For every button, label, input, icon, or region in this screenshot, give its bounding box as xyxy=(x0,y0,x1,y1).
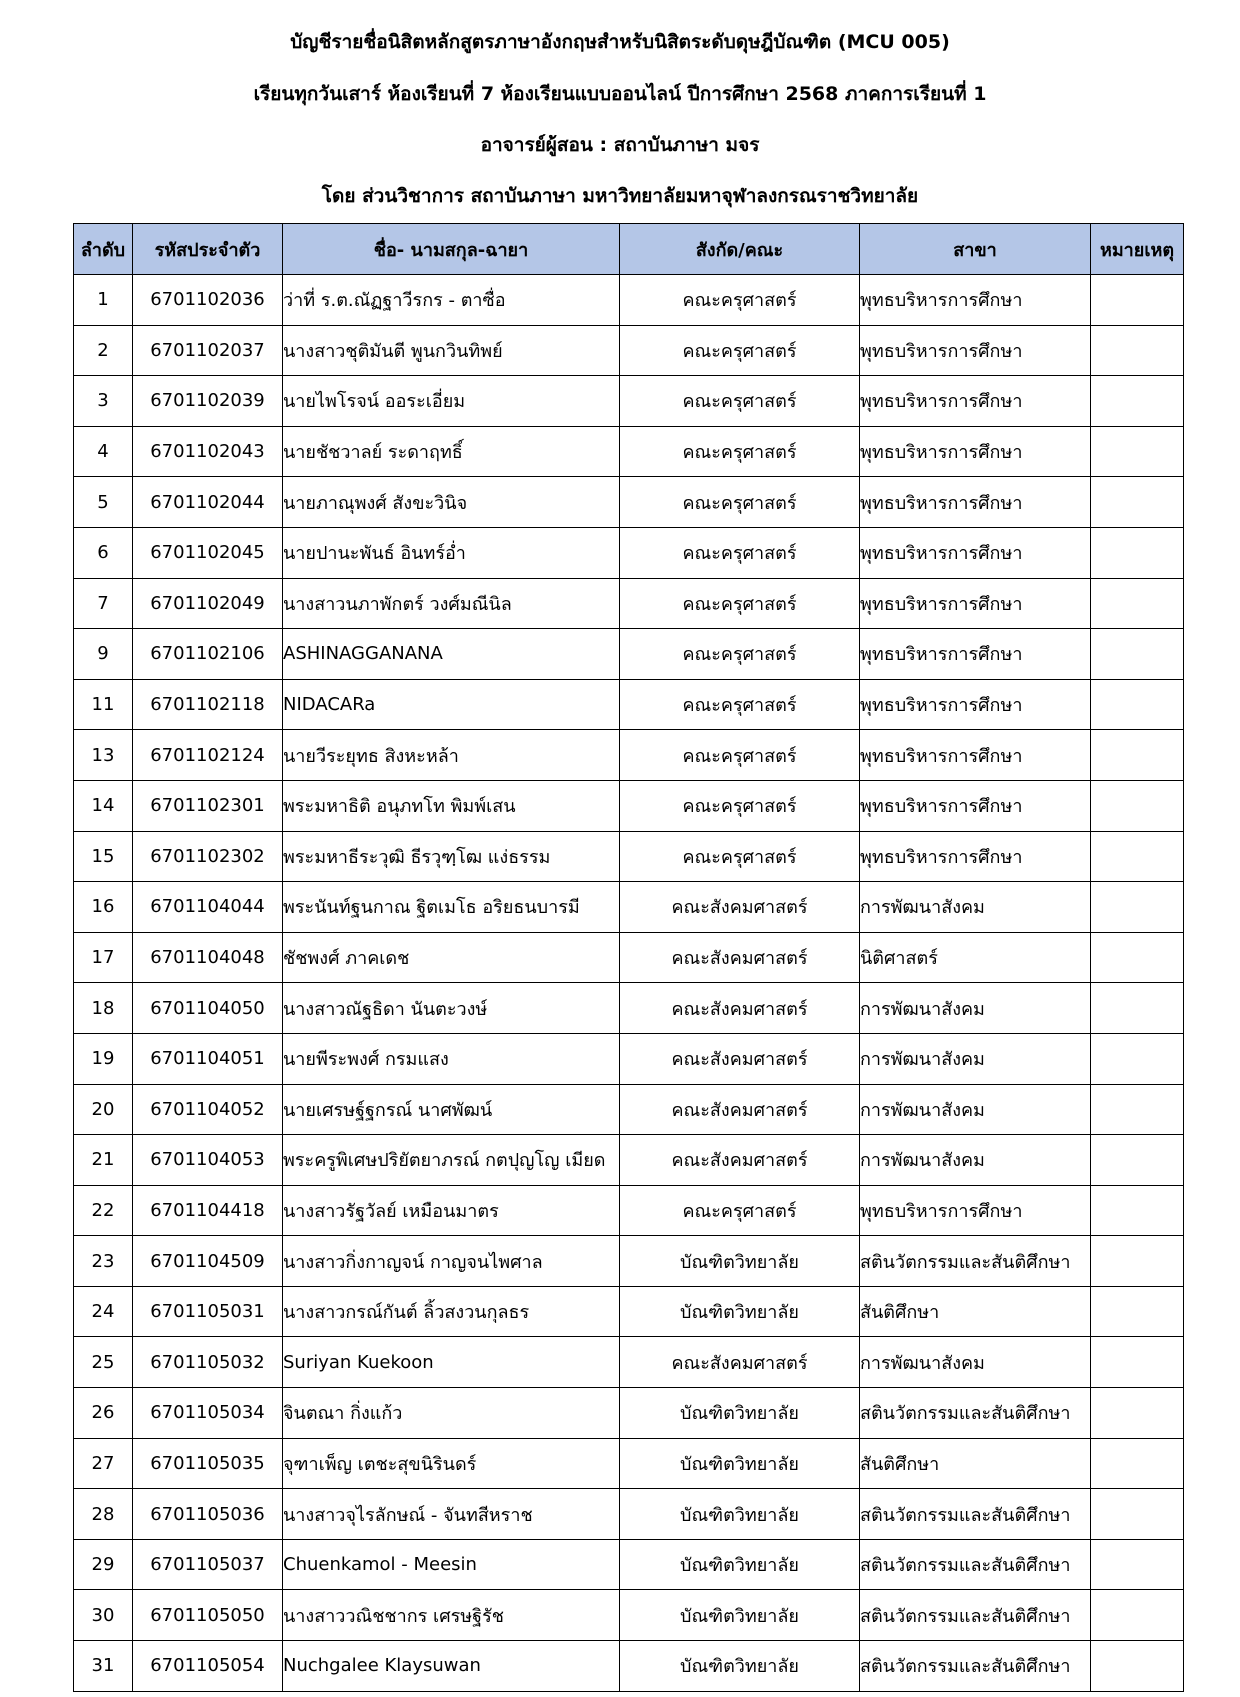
cell-number: 28 xyxy=(74,1489,133,1540)
cell-name: นายภาณุพงศ์ สังขะวินิจ xyxy=(283,477,620,528)
table-row xyxy=(74,629,1184,680)
table-row xyxy=(74,730,1184,781)
cell-faculty: คณะสังคมศาสตร์ xyxy=(620,983,860,1034)
column-header-student-id: รหัสประจำตัว xyxy=(133,224,283,275)
cell-major: การพัฒนาสังคม xyxy=(860,1337,1091,1388)
cell-remark xyxy=(1091,983,1184,1034)
table-row xyxy=(74,1641,1184,1692)
cell-name: Nuchgalee Klaysuwan xyxy=(283,1641,620,1692)
cell-name: นางสาวกิ่งกาญจน์ กาญจนไพศาล xyxy=(283,1236,620,1287)
cell-major: พุทธบริหารการศึกษา xyxy=(860,527,1091,578)
cell-student-id: 6701104052 xyxy=(133,1084,283,1135)
cell-student-id: 6701104418 xyxy=(133,1185,283,1236)
cell-major: สตินวัตกรรมและสันติศึกษา xyxy=(860,1590,1091,1641)
table-row xyxy=(74,1084,1184,1135)
column-header-name: ชื่อ- นามสกุล-ฉายา xyxy=(283,224,620,275)
cell-student-id: 6701105036 xyxy=(133,1489,283,1540)
cell-faculty: คณะสังคมศาสตร์ xyxy=(620,882,860,933)
cell-faculty: บัณฑิตวิทยาลัย xyxy=(620,1286,860,1337)
cell-faculty: คณะครุศาสตร์ xyxy=(620,679,860,730)
cell-faculty: คณะครุศาสตร์ xyxy=(620,477,860,528)
cell-faculty: คณะครุศาสตร์ xyxy=(620,376,860,427)
class-schedule-line: เรียนทุกวันเสาร์ ห้องเรียนที่ 7 ห้องเรียนแบบออนไลน์ ปีการศึกษา 2568 ภาคการเรียนที่ 1 xyxy=(253,83,987,105)
cell-student-id: 6701102045 xyxy=(133,527,283,578)
document-title: บัญชีรายชื่อนิสิตหลักสูตรภาษาอังกฤษสำหรับนิสิตระดับดุษฎีบัณฑิต (MCU 005) xyxy=(290,31,950,53)
table-row xyxy=(74,882,1184,933)
cell-number: 20 xyxy=(74,1084,133,1135)
cell-name: จุฑาเพ็ญ เตชะสุขนิรินดร์ xyxy=(283,1438,620,1489)
cell-faculty: คณะครุศาสตร์ xyxy=(620,578,860,629)
cell-student-id: 6701105032 xyxy=(133,1337,283,1388)
cell-remark xyxy=(1091,1489,1184,1540)
cell-major: การพัฒนาสังคม xyxy=(860,1033,1091,1084)
cell-remark xyxy=(1091,932,1184,983)
cell-faculty: บัณฑิตวิทยาลัย xyxy=(620,1489,860,1540)
column-header-faculty: สังกัด/คณะ xyxy=(620,224,860,275)
cell-number: 27 xyxy=(74,1438,133,1489)
cell-remark xyxy=(1091,1033,1184,1084)
table-row xyxy=(74,1185,1184,1236)
cell-student-id: 6701102302 xyxy=(133,831,283,882)
cell-major: สันติศึกษา xyxy=(860,1438,1091,1489)
cell-name: พระมหาธิติ อนุภทโท พิมพ์เสน xyxy=(283,780,620,831)
cell-name: นางสาววณิชชากร เศรษฐิรัช xyxy=(283,1590,620,1641)
table-row xyxy=(74,1438,1184,1489)
cell-name: ชัชพงศ์ ภาคเดช xyxy=(283,932,620,983)
table-row xyxy=(74,578,1184,629)
cell-major: สตินวัตกรรมและสันติศึกษา xyxy=(860,1539,1091,1590)
cell-name: นางสาวนภาพักตร์ วงศ์มณีนิล xyxy=(283,578,620,629)
table-row xyxy=(74,679,1184,730)
table-row xyxy=(74,1033,1184,1084)
cell-name: นายพีระพงศ์ กรมแสง xyxy=(283,1033,620,1084)
cell-name: พระมหาธีระวุฒิ ธีรวุฑฺโฒ แง่ธรรม xyxy=(283,831,620,882)
cell-student-id: 6701102118 xyxy=(133,679,283,730)
cell-name: นายชัชวาลย์ ระดาฤทธิ์ xyxy=(283,426,620,477)
table-row xyxy=(74,1388,1184,1439)
table-row xyxy=(74,983,1184,1034)
table-row xyxy=(74,426,1184,477)
cell-major: พุทธบริหารการศึกษา xyxy=(860,831,1091,882)
table-row xyxy=(74,1236,1184,1287)
cell-faculty: คณะครุศาสตร์ xyxy=(620,527,860,578)
table-row xyxy=(74,1286,1184,1337)
cell-student-id: 6701105050 xyxy=(133,1590,283,1641)
cell-faculty: คณะสังคมศาสตร์ xyxy=(620,1135,860,1186)
cell-student-id: 6701104050 xyxy=(133,983,283,1034)
cell-number: 31 xyxy=(74,1641,133,1692)
cell-student-id: 6701104509 xyxy=(133,1236,283,1287)
cell-student-id: 6701105034 xyxy=(133,1388,283,1439)
table-body xyxy=(74,275,1184,1692)
cell-number: 9 xyxy=(74,629,133,680)
cell-name: จินตณา กิ่งแก้ว xyxy=(283,1388,620,1439)
cell-faculty: คณะครุศาสตร์ xyxy=(620,730,860,781)
cell-faculty: คณะสังคมศาสตร์ xyxy=(620,1084,860,1135)
table-row xyxy=(74,780,1184,831)
cell-major: การพัฒนาสังคม xyxy=(860,1135,1091,1186)
cell-faculty: บัณฑิตวิทยาลัย xyxy=(620,1388,860,1439)
cell-remark xyxy=(1091,1641,1184,1692)
cell-faculty: คณะครุศาสตร์ xyxy=(620,629,860,680)
cell-major: สตินวัตกรรมและสันติศึกษา xyxy=(860,1236,1091,1287)
cell-faculty: คณะครุศาสตร์ xyxy=(620,780,860,831)
cell-student-id: 6701105031 xyxy=(133,1286,283,1337)
table-row xyxy=(74,325,1184,376)
organizer-line: โดย ส่วนวิชาการ สถาบันภาษา มหาวิทยาลัยมหาจุฬาลงกรณราชวิทยาลัย xyxy=(321,185,919,207)
cell-name: นายไพโรจน์ ออระเอี่ยม xyxy=(283,376,620,427)
cell-faculty: คณะสังคมศาสตร์ xyxy=(620,1033,860,1084)
cell-remark xyxy=(1091,1590,1184,1641)
table-row xyxy=(74,932,1184,983)
table-header-row xyxy=(74,224,1184,275)
cell-student-id: 6701102037 xyxy=(133,325,283,376)
cell-student-id: 6701104044 xyxy=(133,882,283,933)
cell-remark xyxy=(1091,1286,1184,1337)
cell-remark xyxy=(1091,679,1184,730)
cell-remark xyxy=(1091,527,1184,578)
cell-number: 29 xyxy=(74,1539,133,1590)
cell-number: 5 xyxy=(74,477,133,528)
instructor-line: อาจารย์ผู้สอน : สถาบันภาษา มจร xyxy=(480,134,760,156)
cell-remark xyxy=(1091,477,1184,528)
cell-major: สตินวัตกรรมและสันติศึกษา xyxy=(860,1388,1091,1439)
cell-remark xyxy=(1091,730,1184,781)
cell-name: พระนันท์ฐนกาณ ฐิตเมโธ อริยธนบารมี xyxy=(283,882,620,933)
cell-student-id: 6701102036 xyxy=(133,275,283,326)
cell-remark xyxy=(1091,629,1184,680)
cell-number: 14 xyxy=(74,780,133,831)
cell-student-id: 6701105037 xyxy=(133,1539,283,1590)
cell-remark xyxy=(1091,1185,1184,1236)
student-roster-table xyxy=(73,223,1184,1692)
cell-remark xyxy=(1091,1337,1184,1388)
cell-number: 13 xyxy=(74,730,133,781)
table-row xyxy=(74,376,1184,427)
cell-faculty: คณะครุศาสตร์ xyxy=(620,831,860,882)
cell-student-id: 6701105035 xyxy=(133,1438,283,1489)
table-row xyxy=(74,1489,1184,1540)
cell-major: สตินวัตกรรมและสันติศึกษา xyxy=(860,1489,1091,1540)
cell-student-id: 6701104048 xyxy=(133,932,283,983)
cell-number: 30 xyxy=(74,1590,133,1641)
cell-major: พุทธบริหารการศึกษา xyxy=(860,275,1091,326)
table-row xyxy=(74,275,1184,326)
cell-number: 18 xyxy=(74,983,133,1034)
cell-major: การพัฒนาสังคม xyxy=(860,882,1091,933)
table-row xyxy=(74,1337,1184,1388)
cell-name: Chuenkamol - Meesin xyxy=(283,1539,620,1590)
table-row xyxy=(74,477,1184,528)
cell-remark xyxy=(1091,882,1184,933)
cell-number: 17 xyxy=(74,932,133,983)
cell-faculty: คณะสังคมศาสตร์ xyxy=(620,1337,860,1388)
cell-number: 6 xyxy=(74,527,133,578)
cell-faculty: คณะครุศาสตร์ xyxy=(620,325,860,376)
cell-number: 3 xyxy=(74,376,133,427)
cell-name: NIDACARa xyxy=(283,679,620,730)
cell-remark xyxy=(1091,376,1184,427)
cell-student-id: 6701102106 xyxy=(133,629,283,680)
cell-name: นางสาวกรณ์กันต์ ลิ้วสงวนกุลธร xyxy=(283,1286,620,1337)
cell-major: การพัฒนาสังคม xyxy=(860,983,1091,1034)
cell-major: พุทธบริหารการศึกษา xyxy=(860,376,1091,427)
cell-name: นางสาวชุติมันตี พูนกวินทิพย์ xyxy=(283,325,620,376)
cell-name: ASHINAGGANANA xyxy=(283,629,620,680)
cell-number: 2 xyxy=(74,325,133,376)
cell-name: Suriyan Kuekoon xyxy=(283,1337,620,1388)
cell-number: 16 xyxy=(74,882,133,933)
table-row xyxy=(74,1539,1184,1590)
cell-faculty: บัณฑิตวิทยาลัย xyxy=(620,1539,860,1590)
cell-number: 23 xyxy=(74,1236,133,1287)
column-header-number: ลำดับ xyxy=(74,224,133,275)
cell-remark xyxy=(1091,1388,1184,1439)
cell-faculty: บัณฑิตวิทยาลัย xyxy=(620,1641,860,1692)
cell-faculty: คณะครุศาสตร์ xyxy=(620,275,860,326)
cell-remark xyxy=(1091,426,1184,477)
cell-name: นางสาวจุไรลักษณ์ - จันทสีหราช xyxy=(283,1489,620,1540)
cell-student-id: 6701102301 xyxy=(133,780,283,831)
cell-remark xyxy=(1091,1135,1184,1186)
cell-number: 24 xyxy=(74,1286,133,1337)
cell-faculty: บัณฑิตวิทยาลัย xyxy=(620,1438,860,1489)
cell-remark xyxy=(1091,780,1184,831)
cell-faculty: บัณฑิตวิทยาลัย xyxy=(620,1236,860,1287)
cell-major: พุทธบริหารการศึกษา xyxy=(860,325,1091,376)
cell-student-id: 6701102124 xyxy=(133,730,283,781)
cell-remark xyxy=(1091,578,1184,629)
cell-remark xyxy=(1091,1539,1184,1590)
table-row xyxy=(74,1135,1184,1186)
cell-number: 22 xyxy=(74,1185,133,1236)
cell-faculty: บัณฑิตวิทยาลัย xyxy=(620,1590,860,1641)
cell-student-id: 6701105054 xyxy=(133,1641,283,1692)
cell-number: 26 xyxy=(74,1388,133,1439)
cell-major: พุทธบริหารการศึกษา xyxy=(860,477,1091,528)
cell-major: พุทธบริหารการศึกษา xyxy=(860,679,1091,730)
cell-name: นายเศรษฐ์ฐกรณ์ นาศพัฒน์ xyxy=(283,1084,620,1135)
cell-remark xyxy=(1091,1236,1184,1287)
cell-name: ว่าที่ ร.ต.ณัฏฐาวีรกร - ตาซื่อ xyxy=(283,275,620,326)
cell-major: พุทธบริหารการศึกษา xyxy=(860,730,1091,781)
cell-student-id: 6701104053 xyxy=(133,1135,283,1186)
cell-student-id: 6701102039 xyxy=(133,376,283,427)
cell-number: 11 xyxy=(74,679,133,730)
cell-number: 15 xyxy=(74,831,133,882)
cell-remark xyxy=(1091,1438,1184,1489)
cell-student-id: 6701102043 xyxy=(133,426,283,477)
cell-student-id: 6701104051 xyxy=(133,1033,283,1084)
column-header-major: สาขา xyxy=(860,224,1091,275)
cell-faculty: คณะสังคมศาสตร์ xyxy=(620,932,860,983)
cell-major: พุทธบริหารการศึกษา xyxy=(860,1185,1091,1236)
cell-number: 19 xyxy=(74,1033,133,1084)
cell-number: 1 xyxy=(74,275,133,326)
cell-major: นิติศาสตร์ xyxy=(860,932,1091,983)
cell-number: 7 xyxy=(74,578,133,629)
cell-number: 4 xyxy=(74,426,133,477)
table-row xyxy=(74,831,1184,882)
cell-remark xyxy=(1091,831,1184,882)
cell-name: นางสาวรัฐวัลย์ เหมือนมาตร xyxy=(283,1185,620,1236)
cell-remark xyxy=(1091,1084,1184,1135)
cell-student-id: 6701102049 xyxy=(133,578,283,629)
cell-faculty: คณะครุศาสตร์ xyxy=(620,1185,860,1236)
table-row xyxy=(74,527,1184,578)
cell-faculty: คณะครุศาสตร์ xyxy=(620,426,860,477)
cell-name: พระครูพิเศษปริยัตยาภรณ์ กตปุญโญ เมียด xyxy=(283,1135,620,1186)
cell-major: การพัฒนาสังคม xyxy=(860,1084,1091,1135)
cell-name: นางสาวณัฐธิดา นันตะวงษ์ xyxy=(283,983,620,1034)
cell-major: พุทธบริหารการศึกษา xyxy=(860,780,1091,831)
table-row xyxy=(74,1590,1184,1641)
cell-major: พุทธบริหารการศึกษา xyxy=(860,578,1091,629)
cell-name: นายปานะพันธ์ อินทร์อ่ำ xyxy=(283,527,620,578)
column-header-remark: หมายเหตุ xyxy=(1091,224,1184,275)
cell-major: พุทธบริหารการศึกษา xyxy=(860,426,1091,477)
cell-major: สันติศึกษา xyxy=(860,1286,1091,1337)
cell-remark xyxy=(1091,275,1184,326)
cell-remark xyxy=(1091,325,1184,376)
cell-major: สตินวัตกรรมและสันติศึกษา xyxy=(860,1641,1091,1692)
cell-major: พุทธบริหารการศึกษา xyxy=(860,629,1091,680)
cell-number: 25 xyxy=(74,1337,133,1388)
cell-number: 21 xyxy=(74,1135,133,1186)
cell-name: นายวีระยุทธ สิงหะหล้า xyxy=(283,730,620,781)
cell-student-id: 6701102044 xyxy=(133,477,283,528)
